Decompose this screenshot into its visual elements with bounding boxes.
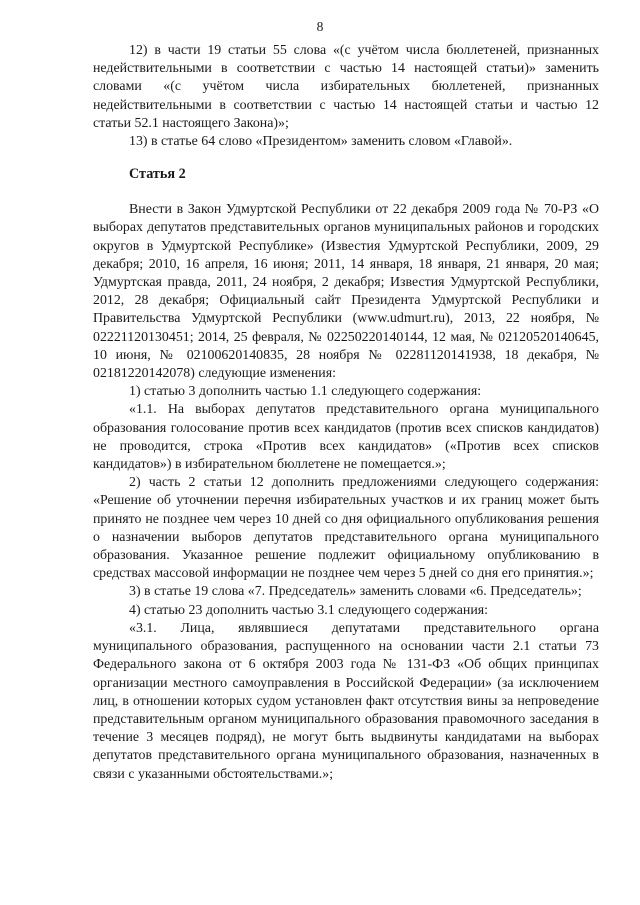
article-paragraph-1: 1) статью 3 дополнить частью 1.1 следующего содержания: bbox=[129, 384, 482, 400]
article-paragraph-2: 2) часть 2 статьи 12 дополнить предложениями следующего содержания: «Решение об уточнении перечня избирательных участков и их границ может быть принято не позднее чем через 10 дней со дня официального опубликования решения о назначении выборов депутатов представительного органа муниципального образования. Указанное решение подлежит официальному опубликованию в средствах массовой информации не позднее чем через 5 дней со дня его принятия.»; bbox=[93, 475, 599, 582]
article-heading: Статья 2 bbox=[129, 166, 186, 183]
document-body bbox=[93, 42, 599, 784]
article-paragraph-4: 4) статью 23 дополнить частью 3.1 следующего содержания: bbox=[129, 602, 489, 618]
article-intro: Внести в Закон Удмуртской Республики от 22 декабря 2009 года № 70-РЗ «О выборах депутатов представительных органов муниципальных районов и городских округов в Удмуртской Республике» (Известия Удмуртской Республики, 2009, 29 декабря; 2010, 16 апреля, 16 июня; 2011, 14 января, 18 января, 21 января, 20 мая; Удмуртская правда, 2011, 24 ноября, 2 декабря; Известия Удмуртской Республики, 2012, 28 декабря; Официальный сайт Президента Удмуртской Республики и Правительства Удмуртской Республики (www.udmurt.ru), 2013, 22 ноября, № 02221120130451; 2014, 25 февраля, № 02250220140144, 12 мая, № 02120520140645, 10 июня, № 02100620140835, 28 ноября № 02281120141938, 18 декабря, № 02181220142078) следующие изменения: bbox=[93, 202, 599, 382]
article-paragraph-3: 3) в статье 19 слова «7. Председатель» заменить словами «6. Председатель»; bbox=[129, 584, 582, 600]
amendment-item-12: 12) в части 19 статьи 55 слова «(с учётом числа бюллетеней, признанных недействительными в соответствии с частью 14 настоящей статьи)» заменить словами «(с учётом числа избирательных бюллетеней, признанных недействительными в соответствии с частью 14 настоящей статьи и частью 12 статьи 52.1 настоящего Закона)»; bbox=[93, 43, 599, 131]
page-number: 8 bbox=[316, 19, 324, 34]
amendment-item-13: 13) в статье 64 слово «Президентом» заменить словом «Главой». bbox=[129, 134, 513, 150]
article-paragraph-4-text: «3.1. Лица, являвшиеся депутатами представительного органа муниципального образования, распущенного на основании части 2.1 статьи 73 Федерального закона от 6 октября 2003 года № 131-ФЗ «Об общих принципах организации местного самоуправления в Российской Федерации» (за исключением лиц, в отношении которых судом установлен факт отсутствия вины за непроведение представительным органом муниципального образования правомочного заседания в течение 3 месяцев подряд), не могут быть выдвинуты кандидатами на выборах депутатов представительного органа муниципального образования, назначенных в связи с указанными обстоятельствами.»; bbox=[93, 620, 599, 782]
article-paragraph-1-text: «1.1. На выборах депутатов представительного органа муниципального образования голосование против всех кандидатов (против всех списков кандидатов) не проводится, строка «Против всех кандидатов» («Против всех списков кандидатов») в избирательном бюллетене не помещается.»; bbox=[93, 402, 599, 473]
